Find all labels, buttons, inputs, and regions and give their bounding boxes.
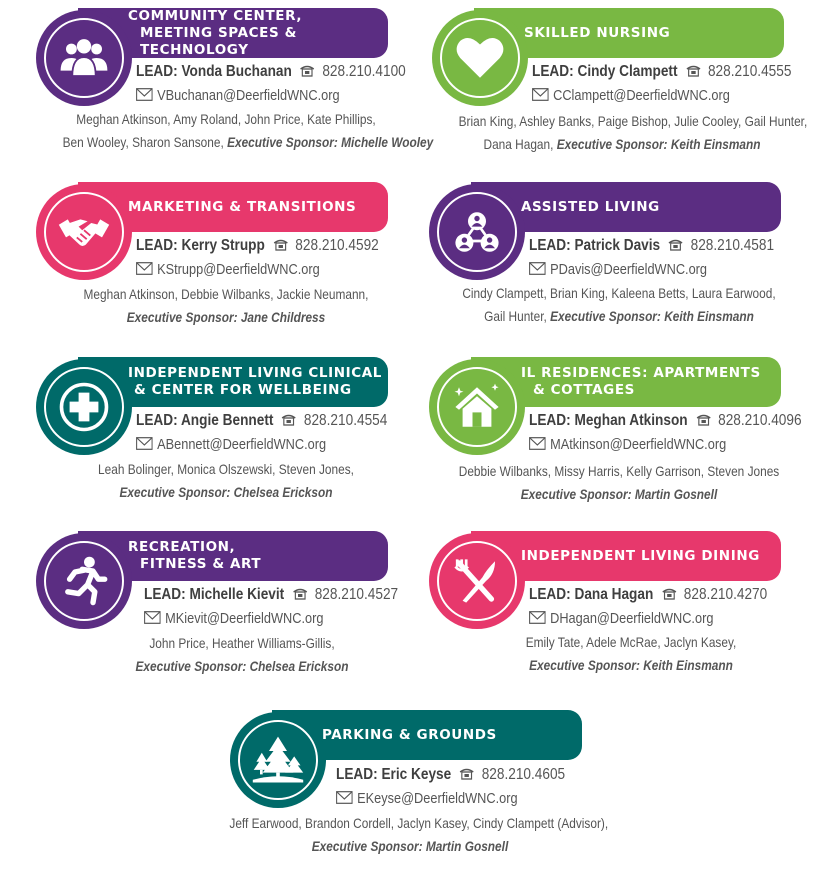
committee-card [230,710,610,870]
members-line: Meghan Atkinson, Amy Roland, John Price, Kate Phillips, [76,112,376,127]
exec-sponsor-name: Keith Einsmann [643,658,733,673]
card-title: SKILLED NURSING [524,24,671,41]
exec-sponsor-name: Keith Einsmann [670,137,761,152]
handshake-icon [57,205,111,259]
phone-number[interactable]: 828.210.4100 [322,63,406,80]
exec-sponsor-label: Executive Sponsor: [556,137,668,152]
email-address[interactable]: PDavis@DeerfieldWNC.org [550,262,708,278]
email-address[interactable]: KStrupp@DeerfieldWNC.org [157,262,320,278]
lead-line [144,586,398,604]
card-title: INDEPENDENT LIVING DINING [521,547,760,564]
email-line [529,437,726,453]
email-line [532,88,730,104]
mail-icon [532,88,549,101]
heart-icon [453,31,507,85]
email-address[interactable]: DHagan@DeerfieldWNC.org [550,611,714,627]
members-line: Meghan Atkinson, Debbie Wilbanks, Jackie Neumann, [83,287,369,302]
members [432,110,812,156]
phone-number[interactable]: 828.210.4096 [718,412,802,429]
phone-number[interactable]: 828.210.4270 [683,586,768,603]
committee-card [36,357,416,517]
card-title: IL RESIDENCES: APARTMENTS [521,365,761,381]
lead-name: LEAD: Patrick Davis [529,237,661,254]
email-line [136,88,340,104]
mail-icon [136,88,153,101]
lead-line [529,237,774,255]
phone-icon [459,768,474,780]
exec-sponsor-name: Jane Childress [240,310,326,325]
phone-icon [696,414,711,426]
members [429,460,809,506]
exec-sponsor-label: Executive Sponsor: [227,135,338,150]
exec-sponsor-label: Executive Sponsor: [550,309,661,324]
card-icon-circle [36,184,132,280]
lead-name: LEAD: Michelle Kievit [144,586,285,603]
lead-line [529,412,802,430]
medical-cross-icon [57,380,111,434]
card-icon-circle [36,533,132,629]
email-address[interactable]: CClampett@DeerfieldWNC.org [553,88,730,104]
card-title-line2: MEETING SPACES & TECHNOLOGY [140,24,297,58]
phone-number[interactable]: 828.210.4555 [707,63,792,80]
lead-name: LEAD: Cindy Clampett [532,63,678,80]
committee-card [429,357,809,517]
email-line [136,437,326,453]
runner-icon [57,554,111,608]
mail-icon [529,611,546,624]
members-line: Ben Wooley, Sharon Sansone, [62,135,224,150]
phone-icon [292,588,307,600]
group-people-icon [57,31,111,85]
mail-icon [529,262,546,275]
exec-sponsor-label: Executive Sponsor: [135,659,247,674]
email-address[interactable]: EKeyse@DeerfieldWNC.org [357,791,518,807]
members-line: John Price, Heather Williams-Gillis, [149,636,335,651]
lead-name: LEAD: Eric Keyse [336,766,452,783]
lead-name: LEAD: Dana Hagan [529,586,654,603]
card-title: MARKETING & TRANSITIONS [128,198,357,215]
card-title: ASSISTED LIVING [521,198,660,215]
lead-name: LEAD: Meghan Atkinson [529,412,688,429]
exec-sponsor-name: Michelle Wooley [341,135,434,150]
members-line: Brian King, Ashley Banks, Paige Bishop, Julie Cooley, Gail Hunter, [458,114,808,129]
phone-icon [300,65,315,77]
members-line: Dana Hagan, [483,137,554,152]
exec-sponsor-name: Martin Gosnell [425,839,509,854]
email-line [136,262,320,278]
email-line [144,611,323,627]
lead-line [136,63,406,81]
card-icon-circle [36,359,132,455]
members [36,283,416,329]
phone-number[interactable]: 828.210.4527 [314,586,399,603]
email-line [336,791,518,807]
members-line: Debbie Wilbanks, Missy Harris, Kelly Garrison, Steven Jones [458,464,780,479]
trees-icon [251,733,305,787]
email-line [529,262,707,278]
phone-icon [273,239,288,251]
card-icon-circle [230,712,326,808]
members-line: Emily Tate, Adele McRae, Jaclyn Kasey, [525,635,737,650]
committee-card [36,7,434,168]
phone-icon [282,414,297,426]
lead-line [136,412,387,430]
card-title: COMMUNITY CENTER, [128,7,303,24]
phone-number[interactable]: 828.210.4554 [303,412,388,429]
members-line: Jeff Earwood, Brandon Cordell, Jaclyn Kasey, Cindy Clampett (Advisor), [229,816,609,831]
card-title-line2: & COTTAGES [533,382,636,398]
email-address[interactable]: ABennett@DeerfieldWNC.org [157,437,327,453]
fork-knife-icon [450,554,504,608]
lead-name: LEAD: Vonda Buchanan [136,63,292,80]
card-title: INDEPENDENT LIVING CLINICAL [128,365,382,381]
lead-line [136,237,379,255]
email-address[interactable]: MAtkinson@DeerfieldWNC.org [550,437,727,453]
lead-line [532,63,791,81]
members-line: Leah Bolinger, Monica Olszewski, Steven Jones, [98,462,354,477]
card-title: PARKING & GROUNDS [322,726,497,743]
members [52,632,432,678]
phone-number[interactable]: 828.210.4605 [481,766,566,783]
card-icon-circle [429,359,525,455]
exec-sponsor-label: Executive Sponsor: [311,839,423,854]
mail-icon [136,437,153,450]
committee-card [429,531,809,691]
email-address[interactable]: MKievit@DeerfieldWNC.org [165,611,324,627]
members-line: Gail Hunter, [484,309,547,324]
committee-card [432,8,812,168]
committee-card [36,182,416,342]
card-title-line2: & CENTER FOR WELLBEING [134,382,352,398]
members [36,458,416,504]
email-address[interactable]: VBuchanan@DeerfieldWNC.org [157,88,340,104]
card-icon-circle [429,184,525,280]
phone-icon [668,239,683,251]
members-line: Cindy Clampett, Brian King, Kaleena Betts, Laura Earwood, [462,286,776,301]
card-title: RECREATION, [128,539,236,555]
exec-sponsor-label: Executive Sponsor: [520,487,632,502]
house-icon [450,380,504,434]
phone-icon [686,65,701,77]
lead-name: LEAD: Angie Bennett [136,412,274,429]
phone-number[interactable]: 828.210.4581 [690,237,775,254]
mail-icon [136,262,153,275]
members [36,108,434,154]
mail-icon [529,437,546,450]
exec-sponsor-label: Executive Sponsor: [529,658,640,673]
exec-sponsor-label: Executive Sponsor: [119,485,231,500]
card-icon-circle [36,10,132,106]
phone-number[interactable]: 828.210.4592 [295,237,379,254]
members [441,631,814,677]
card-icon-circle [429,533,525,629]
members [200,812,620,858]
exec-sponsor-name: Martin Gosnell [634,487,718,502]
card-title-line2: FITNESS & ART [140,556,262,572]
lead-name: LEAD: Kerry Strupp [136,237,265,254]
phone-icon [661,588,676,600]
exec-sponsor-name: Chelsea Erickson [233,485,333,500]
email-line [529,611,713,627]
exec-sponsor-label: Executive Sponsor: [126,310,238,325]
committee-card [36,531,416,691]
mail-icon [336,791,353,804]
lead-line [529,586,767,604]
exec-sponsor-name: Chelsea Erickson [249,659,349,674]
card-icon-circle [432,10,528,106]
committee-card [429,182,809,342]
lead-line [336,766,565,784]
network-people-icon [450,205,504,259]
members [429,282,809,328]
exec-sponsor-name: Keith Einsmann [664,309,754,324]
mail-icon [144,611,161,624]
